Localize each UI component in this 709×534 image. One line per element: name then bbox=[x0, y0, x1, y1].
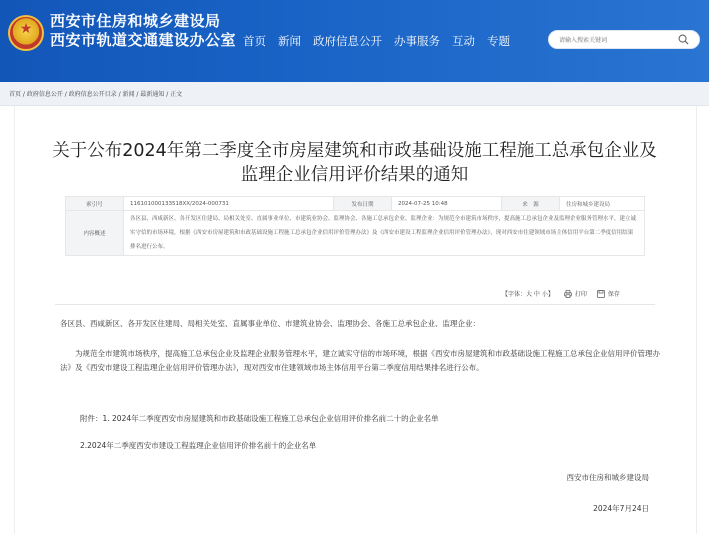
save-icon bbox=[597, 290, 605, 298]
font-size-control[interactable]: 【字体：大 中 小】 bbox=[502, 291, 554, 298]
signature-org: 西安市住房和城乡建设局 bbox=[566, 473, 649, 482]
site-title[interactable] bbox=[50, 12, 236, 50]
main-paragraph: 为规范全市建筑市场秩序，提高施工总承包企业及监理企业服务管理水平，建立诚实守信的市场环境，根据《西安市房屋建筑和市政基础设施工程施工总承包企业信用评价管理办法》及《西安市建设工程监理企业信用评价管理办法》，现对西安市住建领域市场主体信用平台第二季度信用结果排名进行公布。 bbox=[60, 349, 660, 372]
source-value: 住房和城乡建设局 bbox=[560, 197, 645, 211]
attachment-link-2[interactable]: 2.2024年二季度西安市建设工程监理企业信用评价排名前十的企业名单 bbox=[80, 441, 317, 450]
divider bbox=[55, 304, 655, 305]
date-label: 发布日期 bbox=[334, 197, 392, 211]
index-label: 索引号 bbox=[66, 197, 124, 211]
meta-table bbox=[65, 196, 645, 256]
signature-date: 2024年7月24日 bbox=[593, 504, 649, 513]
source-label: 来 源 bbox=[502, 197, 560, 211]
summary-label: 内容概述 bbox=[66, 211, 124, 256]
org-name-line1: 西安市住房和城乡建设局 bbox=[50, 12, 221, 30]
date-value: 2024-07-25 10:48 bbox=[392, 197, 502, 211]
breadcrumb-bar bbox=[0, 82, 709, 106]
print-button[interactable] bbox=[564, 289, 587, 298]
print-icon bbox=[564, 290, 572, 298]
site-header bbox=[0, 0, 709, 82]
nav-item-home[interactable]: 首页 bbox=[243, 34, 266, 48]
print-label: 打印 bbox=[574, 291, 587, 298]
attachment-link-1[interactable]: 附件：1. 2024年二季度西安市房屋建筑和市政基础设施工程施工总承包企业信用评价排名前二十的企业名单 bbox=[80, 414, 439, 423]
search-input[interactable] bbox=[559, 33, 671, 47]
article-title-line1: 关于公布2024年第二季度全市房屋建筑和市政基础设施工程施工总承包企业及 bbox=[52, 141, 657, 161]
nav-item-services[interactable]: 办事服务 bbox=[394, 34, 440, 48]
article-title-line2: 监理企业信用评价结果的通知 bbox=[240, 165, 469, 185]
national-emblem-icon: ★ bbox=[8, 15, 44, 51]
summary-value: 各区县、西咸新区、各开发区住建局、局相关处室、直属事业单位、市建筑业协会、监理协会、各施工总承包企业、监理企业：为规范全市建筑市场秩序，提高施工总承包企业及监理企业服务管理水平，建立诚实守信的市场环境，根据《西安市房屋建筑和市政基础设施工程施工总承包企业信用评价管理办法》及《西安市建设工程监理企业信用评价管理办法》，现对西安市住建领域市场主体信用平台第二季度信用结果排名进行公布。 bbox=[124, 211, 645, 256]
org-name-line2: 西安市轨道交通建设办公室 bbox=[50, 31, 237, 49]
save-label: 保存 bbox=[607, 291, 620, 298]
breadcrumb[interactable]: 首页 / 政府信息公开 / 政府信息公开目录 / 新闻 / 最新通知 / 正文 bbox=[9, 91, 183, 98]
nav-item-gov-info[interactable]: 政府信息公开 bbox=[313, 34, 382, 48]
index-value: 11610100013351​8XX/2024-000731 bbox=[124, 197, 334, 211]
salutation: 各区县、西咸新区、各开发区住建局、局相关处室、直属事业单位、市建筑业协会、监理协会、各施工总承包企业、监理企业： bbox=[60, 319, 480, 328]
nav-item-news[interactable]: 新闻 bbox=[278, 34, 301, 48]
search-box bbox=[548, 30, 700, 49]
save-button[interactable] bbox=[597, 289, 620, 298]
nav-item-interaction[interactable]: 互动 bbox=[452, 34, 475, 48]
article-tools bbox=[502, 289, 620, 298]
nav-item-topics[interactable]: 专题 bbox=[487, 34, 510, 48]
main-nav bbox=[243, 33, 510, 49]
search-icon[interactable] bbox=[678, 34, 689, 45]
